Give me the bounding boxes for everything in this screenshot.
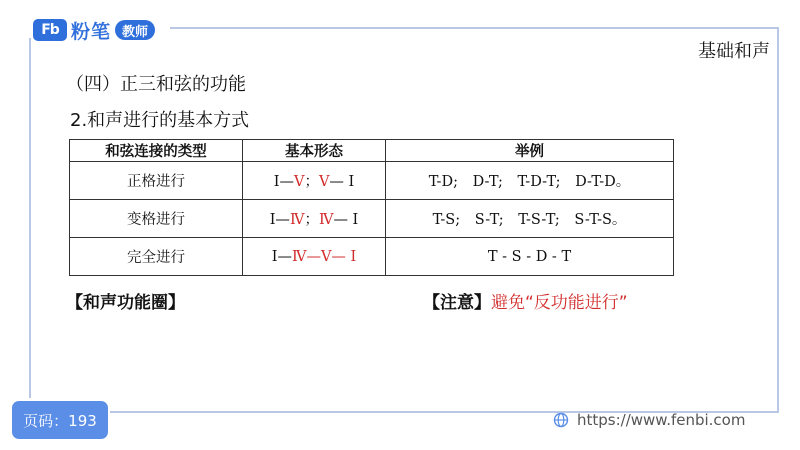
form-segment: Ⅰ— — [269, 212, 290, 228]
form-segment: ； — [304, 174, 319, 190]
frame-border-right — [777, 27, 779, 412]
form-segment: Ⅳ — [289, 212, 305, 228]
header-type: 和弦连接的类型 — [70, 140, 243, 162]
frame-border-left — [29, 38, 31, 398]
subsection-title: 2.和声进行的基本方式 — [70, 110, 250, 131]
topic-title: 基础和声 — [698, 41, 770, 62]
logo-brand-name: 粉笔 — [71, 20, 112, 43]
logo-tag: 教师 — [115, 20, 155, 40]
table-header-row — [70, 140, 674, 162]
row-form — [243, 238, 386, 276]
form-segment: — Ⅰ — [333, 212, 359, 228]
form-segment: Ⅴ — [318, 174, 330, 190]
globe-icon — [553, 412, 569, 428]
progression-table — [69, 139, 674, 276]
header-form: 基本形态 — [243, 140, 386, 162]
note-prefix: 【注意】 — [423, 293, 491, 313]
table-body — [70, 162, 674, 276]
section-title: （四）正三和弦的功能 — [66, 74, 246, 95]
frame-border-top — [170, 27, 778, 29]
logo-mark: Fb — [33, 19, 67, 41]
row-type: 正格进行 — [70, 162, 243, 200]
row-form — [243, 200, 386, 238]
form-segment: ； — [304, 212, 319, 228]
harmony-circle-label: 【和声功能圈】 — [66, 293, 185, 313]
page-number-badge: 页码：193 — [12, 401, 108, 439]
form-segment: Ⅰ— — [273, 174, 294, 190]
table-row — [70, 162, 674, 200]
note-text: 避免“反功能进行” — [491, 293, 628, 313]
fenbi-logo — [33, 17, 155, 43]
form-segment: Ⅴ — [293, 174, 305, 190]
form-segment: Ⅳ—Ⅴ— Ⅰ — [291, 248, 357, 265]
row-type: 变格进行 — [70, 200, 243, 238]
form-segment: Ⅰ— — [271, 248, 292, 265]
note — [423, 288, 628, 313]
row-example: T-D; D-T; T-D-T; D-T-D。 — [386, 162, 674, 200]
row-example: T-S; S-T; T-S-T; S-T-S。 — [386, 200, 674, 238]
table-row — [70, 238, 674, 276]
table-row — [70, 200, 674, 238]
url-text: https://www.fenbi.com — [577, 411, 746, 429]
form-segment: Ⅳ — [318, 212, 334, 228]
row-example: T - S - D - T — [386, 238, 674, 276]
form-segment: — Ⅰ — [329, 174, 355, 190]
website-url — [553, 411, 745, 429]
row-form — [243, 162, 386, 200]
header-example: 举例 — [386, 140, 674, 162]
row-type: 完全进行 — [70, 238, 243, 276]
